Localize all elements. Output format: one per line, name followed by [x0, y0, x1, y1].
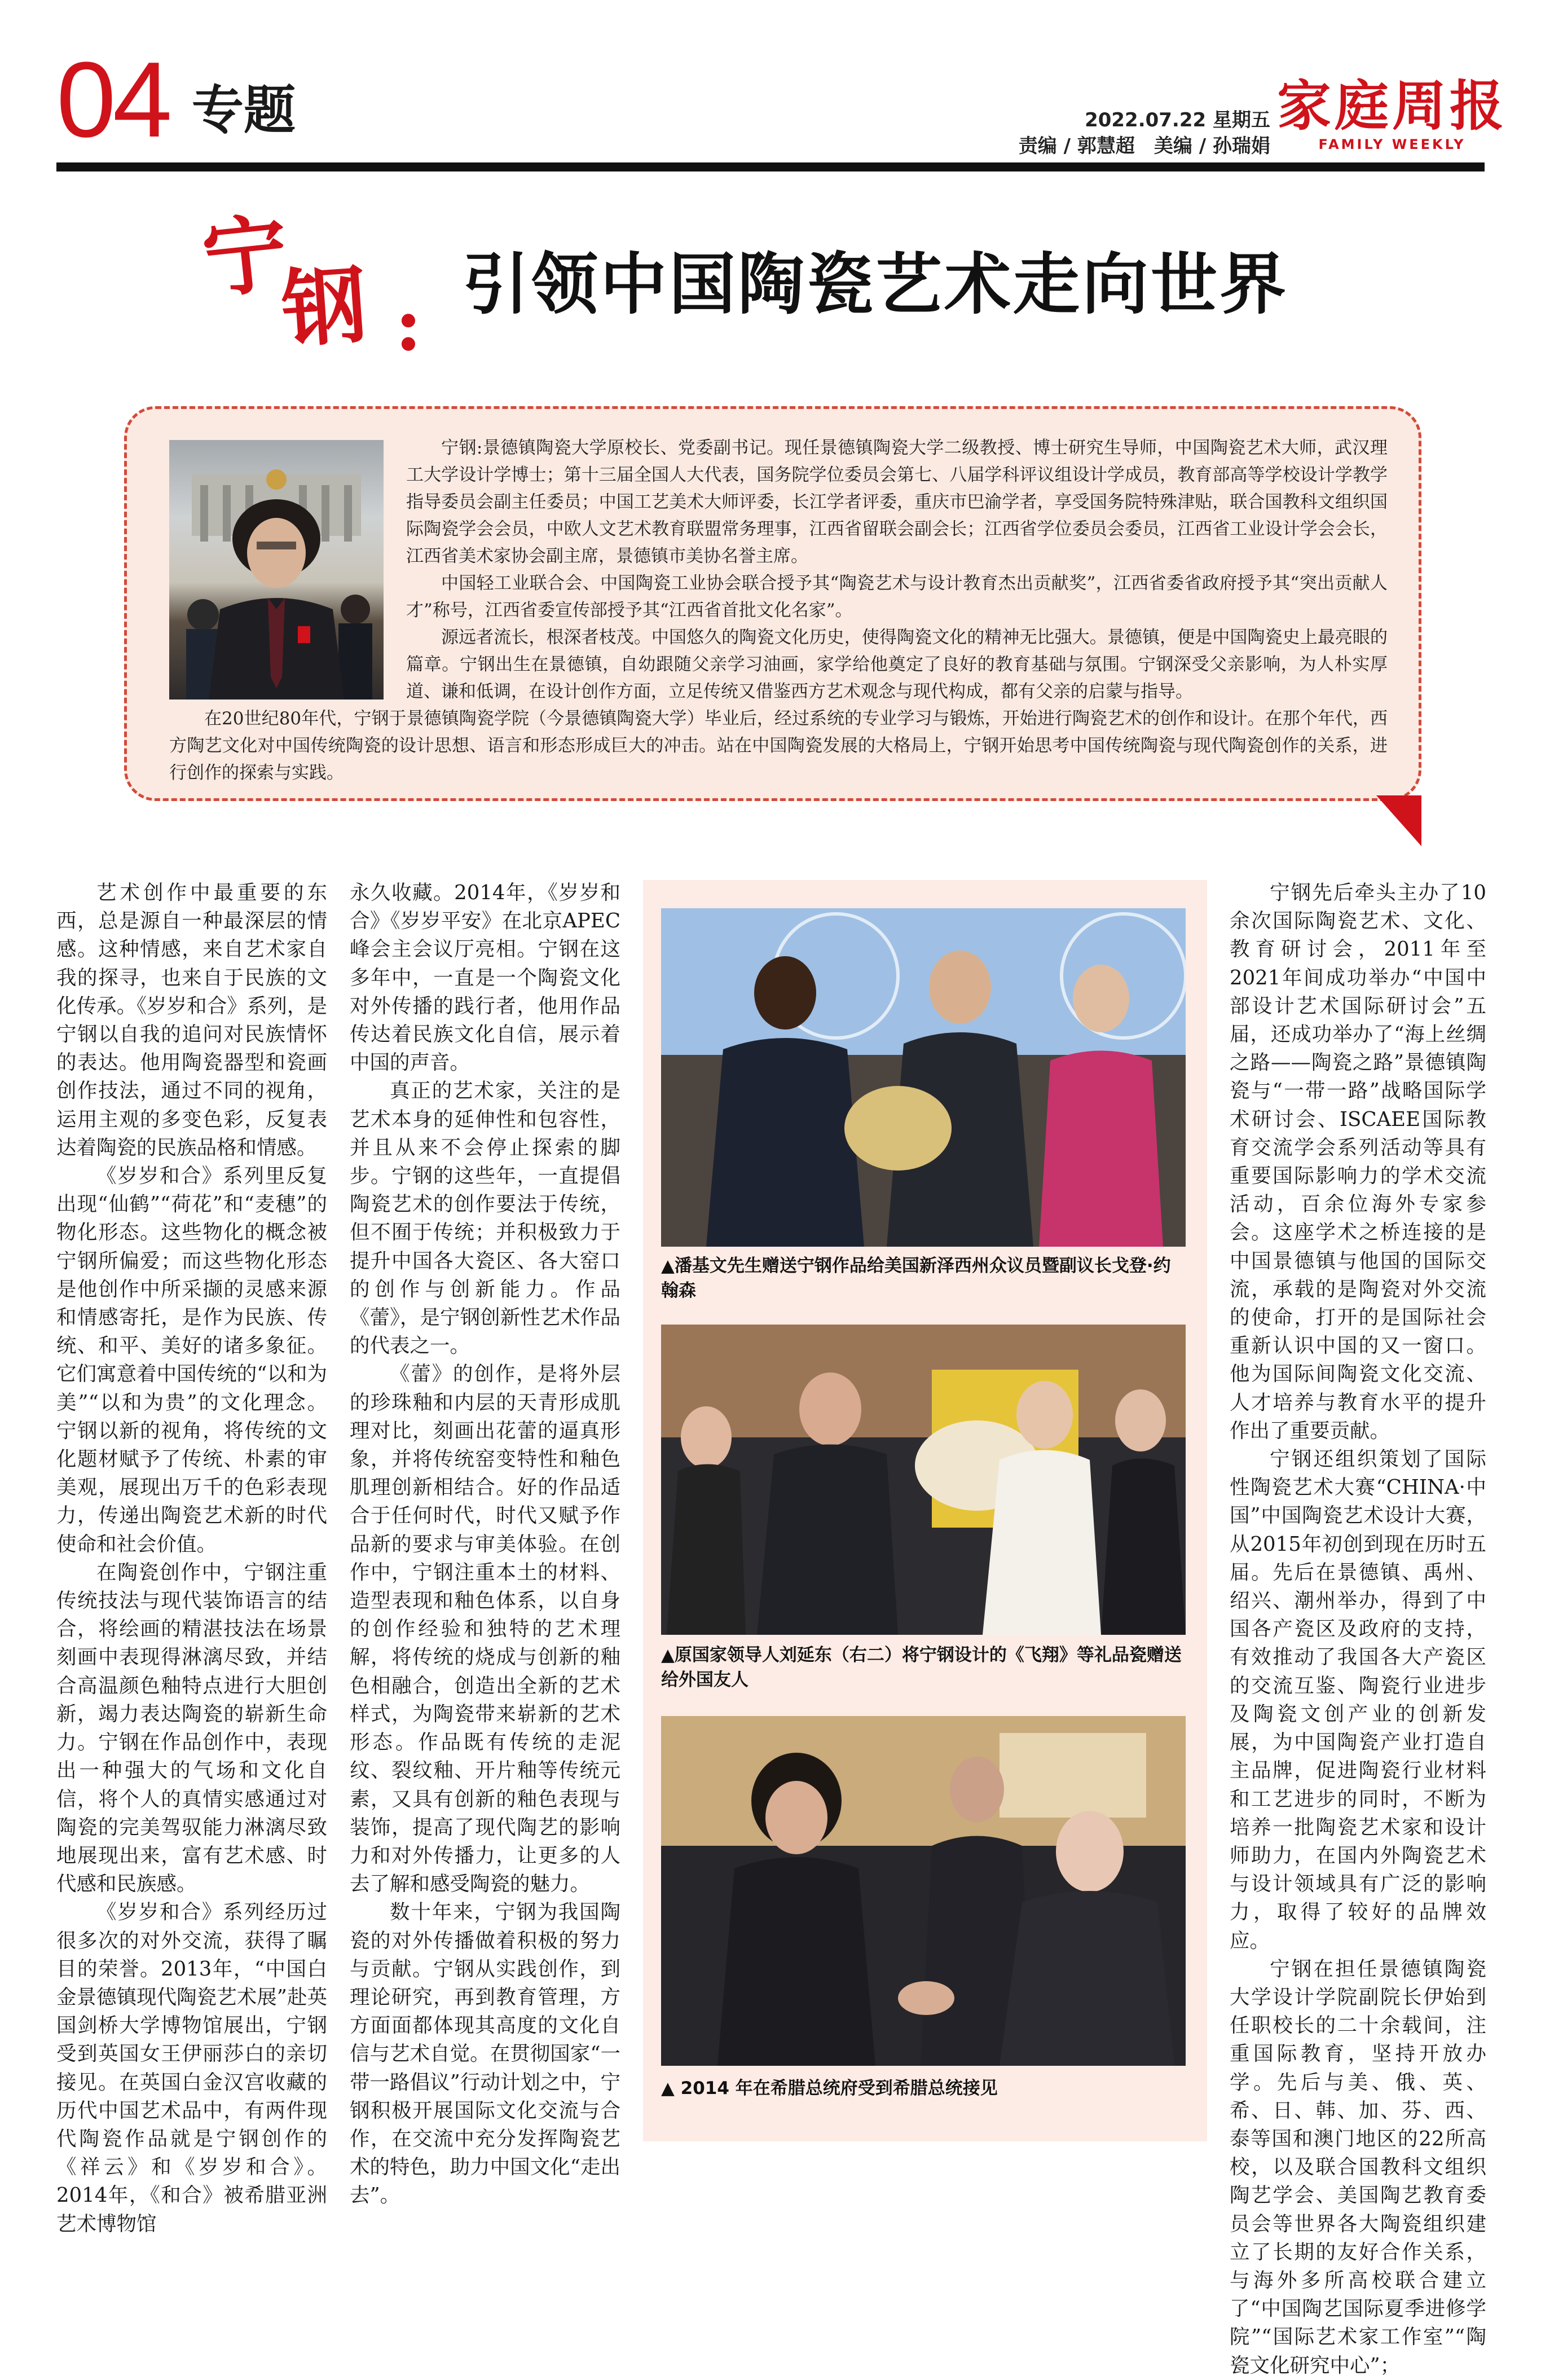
bio-paragraph: 宁钢:景德镇陶瓷大学原校长、党委副书记。现任景德镇陶瓷大学二级教授、博士研究生导师，中国陶瓷艺术大师，武汉理工大学设计学博士；第十三届全国人大代表，国务院学位委员会第七、八届学科评议组设计学成员，教育部高等学校设计学教学指导委员会副主任委员；中国工艺美术大师评委，长江学者评委，重庆市巴渝学者，享受国务院特殊津贴，联合国教科文组织国际陶瓷学会会员，中欧人文艺术教育联盟常务理事，江西省留联会副会长；江西省学位委员会委员，江西省工业设计学会会长，江西省美术家协会副主席，景德镇市美协名誉主席。 [406, 438, 1388, 566]
headline-colon: : [395, 281, 422, 367]
bio-paragraph: 在20世纪80年代，宁钢于景德镇陶瓷学院（今景德镇陶瓷大学）毕业后，经过系统的专业学习与锻炼，开始进行陶瓷艺术的创作和设计。在那个年代，西方陶艺文化对中国传统陶瓷的设计思想、语言和形态形成巨大的冲击。站在中国陶瓷发展的大格局上，宁钢开始思考中国传统陶瓷与现代陶瓷创作的关系，进行创作的探索与实践。 [169, 709, 1388, 783]
photo-caption-2: ▲原国家领导人刘延东（右二）将宁钢设计的《飞翔》等礼品瓷赠送给外国友人 [661, 1645, 1182, 1690]
photo-liu-yandong-gift [661, 1325, 1186, 1635]
article-paragraph: 《岁岁和合》系列经历过很多次的对外交流，获得了瞩目的荣誉。2013年，“中国白金景德镇现代陶瓷艺术展”赴英国剑桥大学博物馆展出，宁钢受到英国女王伊丽莎白的亲切接见。在英国白金汉宫收藏的历代中国艺术品中，有两件现代陶瓷作品就是宁钢创作的《祥云》和《岁岁和合》。2014年，《和合》被希腊亚洲艺术博物馆 [56, 1901, 327, 2236]
logo-english: FAMILY WEEKLY [1318, 137, 1466, 152]
article-paragraph: 真正的艺术家，关注的是艺术本身的延伸性和包容性，并且从来不会停止探索的脚步。宁钢的这些年，一直提倡陶瓷艺术的创作要法于传统，但不囿于传统；并积极致力于提升中国各大瓷区、各大窑口的创作与创新能力。作品《蕾》，是宁钢创新性艺术作品的代表之一。 [350, 1079, 620, 1358]
issue-date: 2022.07.22 星期五 [1085, 109, 1270, 131]
logo-chinese: 家庭周报 [1277, 74, 1507, 138]
article-column-1 [56, 879, 327, 2238]
section-title: 专题 [192, 80, 296, 140]
article-paragraph-continued: 永久收藏。2014年，《岁岁和合》《岁岁平安》在北京APEC峰会主会议厅亮相。宁钢在这多年中，一直是一个陶瓷文化对外传播的践行者，他用作品传达着民族文化自信，展示着中国的声音。 [350, 881, 620, 1075]
dateline [1019, 107, 1270, 159]
article-paragraph: 《蕾》的创作，是将外层的珍珠釉和内层的天青形成肌理对比，刻画出花蕾的逼真形象，并将传统窑变特性和釉色肌理创新相结合。好的作品适合于任何时代，时代又赋予作品新的要求与审美体验。在创作中，宁钢注重本土的材料、造型表现和釉色体系，以自身的创作经验和独特的艺术理解，将传统的烧成与创新的釉色相融合，创造出全新的艺术样式，为陶瓷带来崭新的艺术形态。作品既有传统的走泥纹、裂纹釉、开片釉等传统元素，又具有创新的釉色表现与装饰，提高了现代陶艺的影响力和对外传播力，让更多的人去了解和感受陶瓷的魅力。 [350, 1362, 620, 1896]
article-paragraph: 宁钢在担任景德镇陶瓷大学设计学院副院长伊始到任职校长的二十余载间，注重国际教育，坚持开放办学。先后与美、俄、英、希、日、韩、加、芬、西、泰等国和澳门地区的22所高校，以及联合国教科文组织陶艺学会、美国陶艺教育委员会等世界各大陶瓷组织建立了长期的友好合作关系，与海外多所高校联合建立了“中国陶艺国际夏季进修学院”“国际艺术家工作室”“陶瓷文化研究中心”； [1230, 1957, 1486, 2377]
newspaper-logo [1277, 74, 1507, 152]
headline-name-char-1: 宁 [198, 203, 293, 311]
article-paragraph: 艺术创作中最重要的东西，总是源自一种最深层的情感。这种情感，来自艺术家自我的探寻，也来自于民族的文化传承。《岁岁和合》系列，是宁钢以自我的追问对民族情怀的表达。他用陶瓷器型和瓷画创作技法，通过不同的视角，运用主观的多变色彩，反复表达着陶瓷的民族品格和情感。 [56, 881, 327, 1159]
headline-name-char-2: 钢 [279, 254, 370, 360]
article-paragraph: 数十年来，宁钢为我国陶瓷的对外传播做着积极的努力与贡献。宁钢从实践创作，到理论研究，再到教育管理，方方面面都体现其高度的文化自信与艺术自觉。在贯彻国家“一带一路倡议”行动计划之中，宁钢积极开展国际文化交流与合作，在交流中充分发挥陶瓷艺术的特色，助力中国文化“走出去”。 [350, 1901, 620, 2207]
article-column-2 [350, 879, 620, 2210]
bio-paragraph: 源远者流长，根深者枝茂。中国悠久的陶瓷文化历史，使得陶瓷文化的精神无比强大。景德镇，便是中国陶瓷史上最亮眼的篇章。宁钢出生在景德镇，自幼跟随父亲学习油画，家学给他奠定了良好的教育基础与氛围。宁钢深受父亲影响，为人朴实厚道、谦和低调，在设计创作方面，立足传统又借鉴西方艺术观念与现代构成，都有父亲的启蒙与指导。 [406, 627, 1388, 702]
bio-paragraph: 中国轻工业联合会、中国陶瓷工业协会联合授予其“陶瓷艺术与设计教育杰出贡献奖”，江西省委省政府授予其“突出贡献人才”称号，江西省委宣传部授予其“江西省首批文化名家”。 [406, 573, 1388, 621]
photo-ban-ki-moon-gift [661, 908, 1186, 1247]
header-rule [56, 162, 1485, 171]
bio-text [169, 434, 1388, 786]
editor-credits: 责编 / 郭慧超 美编 / 孙瑞娟 [1018, 135, 1270, 157]
photo-greece-president [661, 1716, 1186, 2066]
headline-main: 引领中国陶瓷艺术走向世界 [463, 245, 1289, 323]
article-paragraph: 宁钢先后牵头主办了10余次国际陶瓷艺术、文化、教育研讨会，2011年至2021年间成功举办“中国中部设计艺术国际研讨会”五届，还成功举办了“海上丝绸之路——陶瓷之路”景德镇陶瓷与“一带一路”战略国际学术研讨会、ISCAEE国际教育交流学会系列活动等具有重要国际影响力的学术交流活动，百余位海外专家参会。这座学术之桥连接的是中国景德镇与他国的国际交流，承载的是陶瓷对外交流的使命，打开的是国际社会重新认识中国的又一窗口。他为国际间陶瓷文化交流、人才培养与教育水平的提升作出了重要贡献。 [1230, 881, 1486, 1442]
article-paragraph: 宁钢还组织策划了国际性陶瓷艺术大赛“CHINA·中国”中国陶瓷艺术设计大赛，从2015年初创到现在历时五届。先后在景德镇、禹州、绍兴、潮州举办，得到了中国各产瓷区及政府的支持，有效推动了我国各大产瓷区的交流互鉴、陶瓷行业进步及陶瓷文创产业的创新发展，为中国陶瓷产业打造自主品牌，促进陶瓷行业材料和工艺进步的同时，不断为培养一批陶瓷艺术家和设计师助力，在国内外陶瓷艺术与设计领域具有广泛的影响力，取得了较好的品牌效应。 [1230, 1448, 1486, 1952]
page-number: 04 [56, 40, 169, 160]
article-paragraph: 在陶瓷创作中，宁钢注重传统技法与现代装饰语言的结合，将绘画的精湛技法在场景刻画中表现得淋漓尽致，并结合高温颜色釉特点进行大胆创新，竭力表达陶瓷的崭新生命力。宁钢在作品创作中，表现出一种强大的气场和文化自信，将个人的真情实感通过对陶瓷的完美驾驭能力淋漓尽致地展现出来，富有艺术感、时代感和民族感。 [56, 1560, 327, 1896]
photo-caption-3: ▲ 2014 年在希腊总统府受到希腊总统接见 [661, 2078, 998, 2099]
photo-caption-1: ▲潘基文先生赠送宁钢作品给美国新泽西州众议员暨副议长戈登·约翰森 [661, 1256, 1171, 1301]
bio-box-corner-marker [1376, 795, 1421, 846]
article-paragraph: 《岁岁和合》系列里反复出现“仙鹤”“荷花”和“麦穗”的物化形态。这些物化的概念被宁钢所偏爱；而这些物化形态是他创作中所采撷的灵感来源和情感寄托，是作为民族、传统、和平、美好的诸多象征。它们寓意着中国传统的“以和为美”“以和为贵”的文化理念。宁钢以新的视角，将传统的文化题材赋予了传统、朴素的审美观，展现出万千的色彩表现力，传递出陶瓷艺术新的时代使命和社会价值。 [56, 1164, 327, 1556]
article-column-4 [1230, 879, 1486, 2380]
